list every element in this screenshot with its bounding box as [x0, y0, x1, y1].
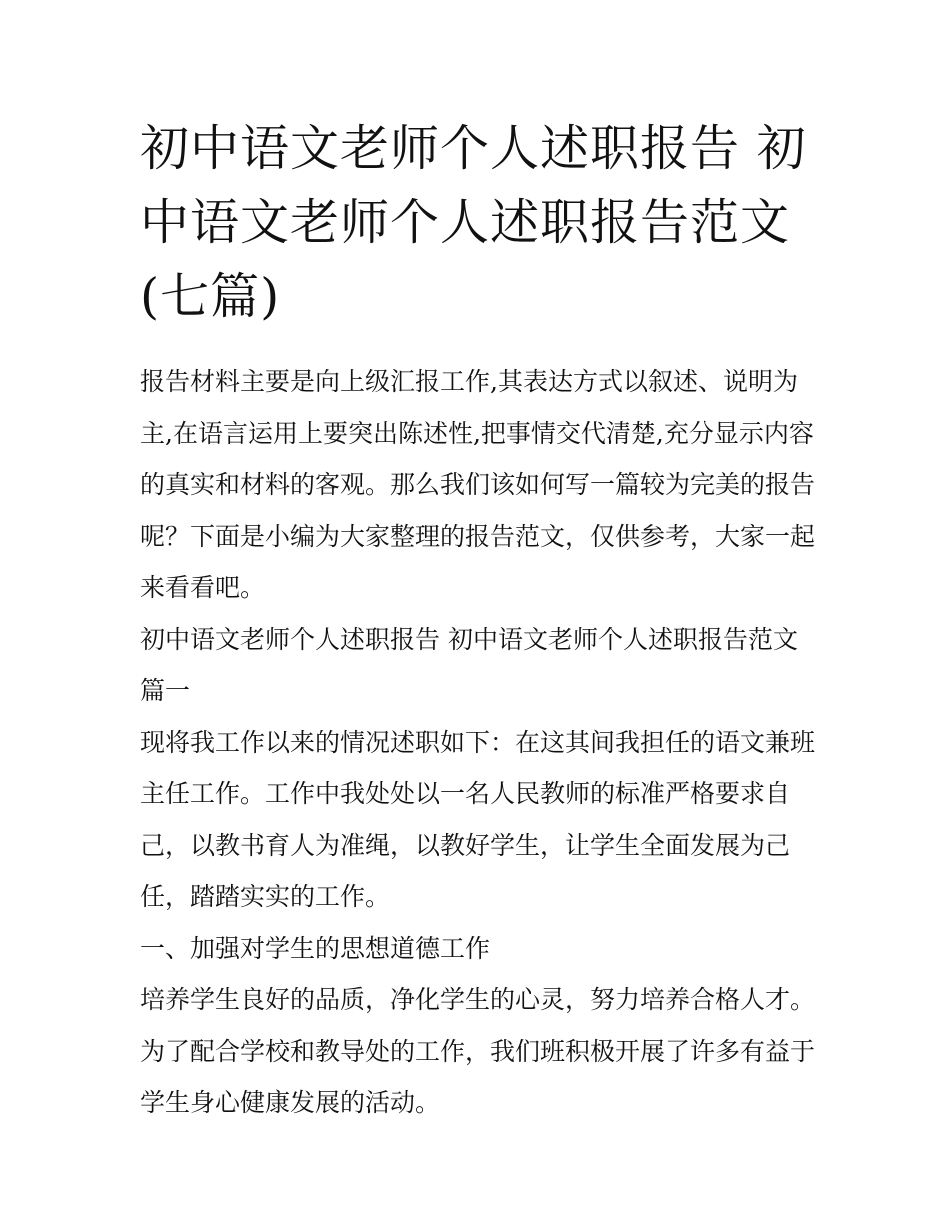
- intro-paragraph: 报告材料主要是向上级汇报工作,其表达方式以叙述、说明为主,在语言运用上要突出陈述性,把事情交代清楚,充分显示内容的真实和材料的客观。那么我们该如何写一篇较为完美的报告呢？下面是小编为大家整理的报告范文，仅供参考，大家一起来看看吧。: [140, 367, 816, 602]
- document-body: [140, 356, 820, 1129]
- body-paragraph: 现将我工作以来的情况述职如下：在这其间我担任的语文兼班主任工作。工作中我处处以一名人民教师的标准严格要求自己，以教书育人为准绳，以教好学生，让学生全面发展为己任，踏踏实实的工作。: [140, 727, 816, 911]
- section-heading: 初中语文老师个人述职报告 初中语文老师个人述职报告范文篇一: [140, 624, 798, 705]
- subsection-heading: 一、加强对学生的思想道德工作: [140, 933, 491, 963]
- body-paragraph: 培养学生良好的品质，净化学生的心灵，努力培养合格人才。为了配合学校和教导处的工作，我们班积极开展了许多有益于学生身心健康发展的活动。: [140, 985, 816, 1117]
- document-title: 初中语文老师个人述职报告 初中语文老师个人述职报告范文(七篇): [140, 120, 807, 325]
